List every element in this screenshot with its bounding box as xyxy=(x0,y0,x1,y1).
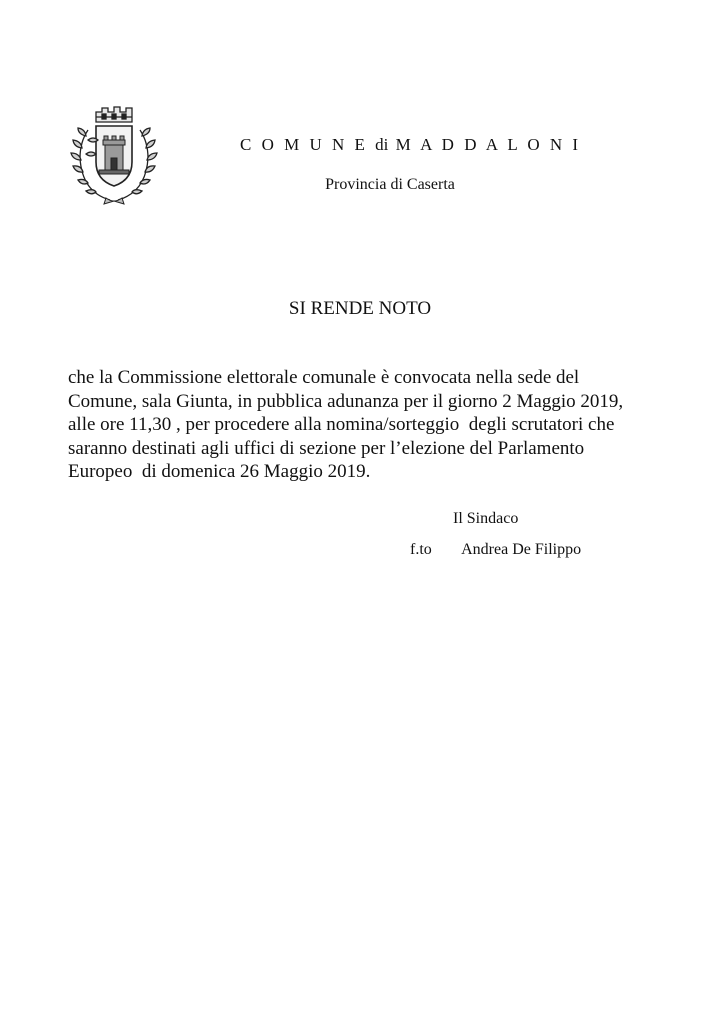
crown-icon xyxy=(96,107,132,122)
notice-title: SI RENDE NOTO xyxy=(288,298,432,319)
province-name: Provincia di Caserta xyxy=(325,176,455,193)
notice-body-line: Europeo di domenica 26 Maggio 2019. xyxy=(68,461,371,482)
notice-body-line: che la Commissione elettorale comunale è convocata nella sede del xyxy=(68,367,580,388)
signature-line xyxy=(410,541,581,559)
signature-prefix: f.to xyxy=(410,541,432,558)
ribbon-icon xyxy=(104,198,124,204)
notice-body-line: Comune, sala Giunta, in pubblica adunanza per il giorno 2 Maggio 2019, xyxy=(68,390,624,412)
notice-body-line: alle ore 11,30 , per procedere alla nomina/sorteggio degli scrutatori che xyxy=(68,414,615,435)
signature-title: Il Sindaco xyxy=(453,510,519,527)
municipality-city: M A D D A L O N I xyxy=(395,135,582,154)
municipality-prefix: C O M U N E xyxy=(240,135,368,154)
notice-body xyxy=(68,366,648,484)
municipality-name xyxy=(240,135,582,155)
municipality-di: di xyxy=(375,135,389,154)
signature-name: Andrea De Filippo xyxy=(461,541,582,558)
notice-body-line: saranno destinati agli uffici di sezione per l’elezione del Parlamento xyxy=(68,437,585,459)
coat-of-arms-icon xyxy=(66,100,162,208)
